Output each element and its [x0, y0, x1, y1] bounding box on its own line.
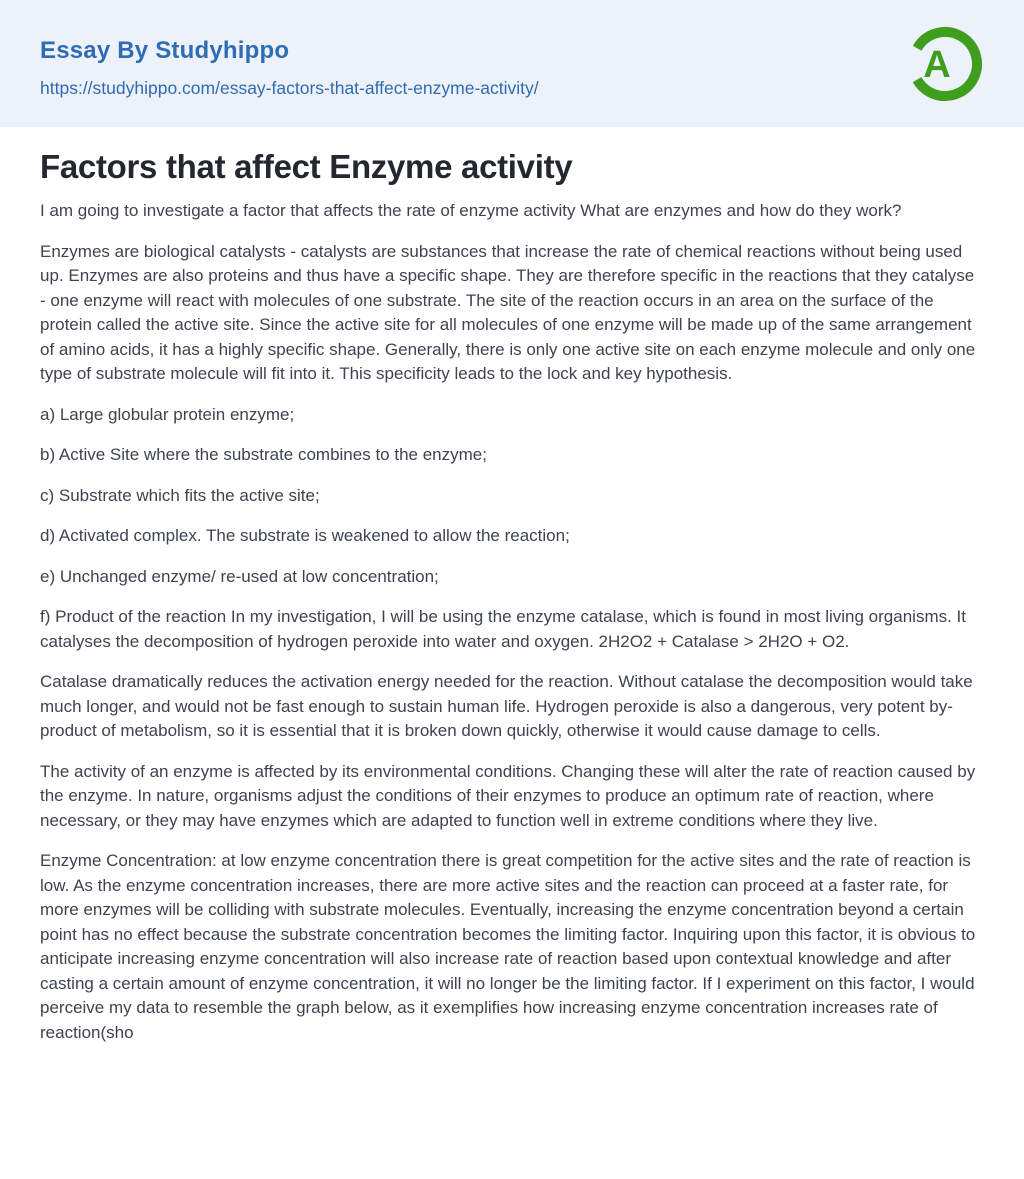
essay-paragraph-catalase-energy: Catalase dramatically reduces the activation energy needed for the reaction. Without catalase the decomposition would take much longer, and would not be fast enough to sustain human life. Hydrogen peroxide is also a dangerous, very potent by-product of metabolism, so it is essential that it is broken down quickly, otherwise it would cause damage to cells. — [40, 672, 973, 740]
essay-title: Factors that affect Enzyme activity — [40, 148, 573, 185]
essay-paragraph-environment: The activity of an enzyme is affected by its environmental conditions. Changing these will alter the rate of reaction caused by the enzyme. In nature, organisms adjust the conditions of their enzymes to produce an optimum rate of reaction, where necessary, or they may have enzymes which are adapted to function well in extreme conditions where they live. — [40, 761, 976, 830]
essay-list-item-f: e) Unchanged enzyme/ re-used at low concentration; — [40, 566, 439, 586]
essay-list-item-c: c) Substrate which fits the active site; — [40, 485, 320, 505]
essay-content — [0, 127, 1024, 1101]
studyhippo-logo-icon — [904, 22, 984, 106]
header-text-block — [40, 29, 539, 99]
essay-paragraph-intro: I am going to investigate a factor that affects the rate of enzyme activity What are enzymes and how do they work? — [40, 201, 902, 220]
essay-paragraph-enzyme-concentration: Enzyme Concentration: at low enzyme concentration there is great competition for the active sites and the rate of reaction is low. As the enzyme concentration increases, there are more active sites and the reaction can proceed at a faster rate, for more enzymes will be colliding with substrate molecules. Eventually, increasing the enzyme concentration beyond a certain point has no effect because the substrate concentration becomes the limiting factor. Inquiring upon this factor, it is obvious to anticipate increasing enzyme concentration will also increase rate of reaction based upon contextual knowledge and after casting a certain amount of enzyme concentration, it will no longer be the limiting factor. If I experiment on this factor, I would perceive my data to resemble the graph below, as it exemplifies how increasing enzyme concentration increases rate of reaction(sho — [40, 851, 976, 1042]
essay-paragraph-catalase-reaction: f) Product of the reaction In my investigation, I will be using the enzyme catalase, which is found in most living organisms. It catalyses the decomposition of hydrogen peroxide into water and oxygen. 2H2O2 + Catalase > 2H2O + O2. — [40, 607, 966, 651]
essay-list-item-b: b) Active Site where the substrate combines to the enzyme; — [40, 445, 487, 464]
essay-body — [40, 199, 984, 1045]
essay-list-item-a: a) Large globular protein enzyme; — [40, 404, 295, 424]
essay-list-item-d: d) Activated complex. The substrate is weakened to allow the reaction; — [40, 526, 570, 545]
site-title: Essay By Studyhippo — [40, 36, 290, 64]
logo-letter: A — [923, 43, 951, 86]
page-header — [0, 0, 1024, 127]
essay-paragraph-enzymes: Enzymes are biological catalysts - catalysts are substances that increase the rate of chemical reactions without being used up. Enzymes are also proteins and thus have a specific shape. They are therefore specific in the reactions that they catalyse - one enzyme will react with molecules of one substrate. The site of the reaction occurs in an area on the surface of the protein called the active site. Since the active site for all molecules of one enzyme will be made up of the same arrangement of amino acids, it has a highly specific shape. Generally, there is only one active site on each enzyme molecule and only one type of substrate molecule will fit into it. This specificity leads to the lock and key hypothesis. — [40, 241, 976, 383]
page-url-link[interactable]: https://studyhippo.com/essay-factors-that-affect-enzyme-activity/ — [40, 77, 539, 98]
